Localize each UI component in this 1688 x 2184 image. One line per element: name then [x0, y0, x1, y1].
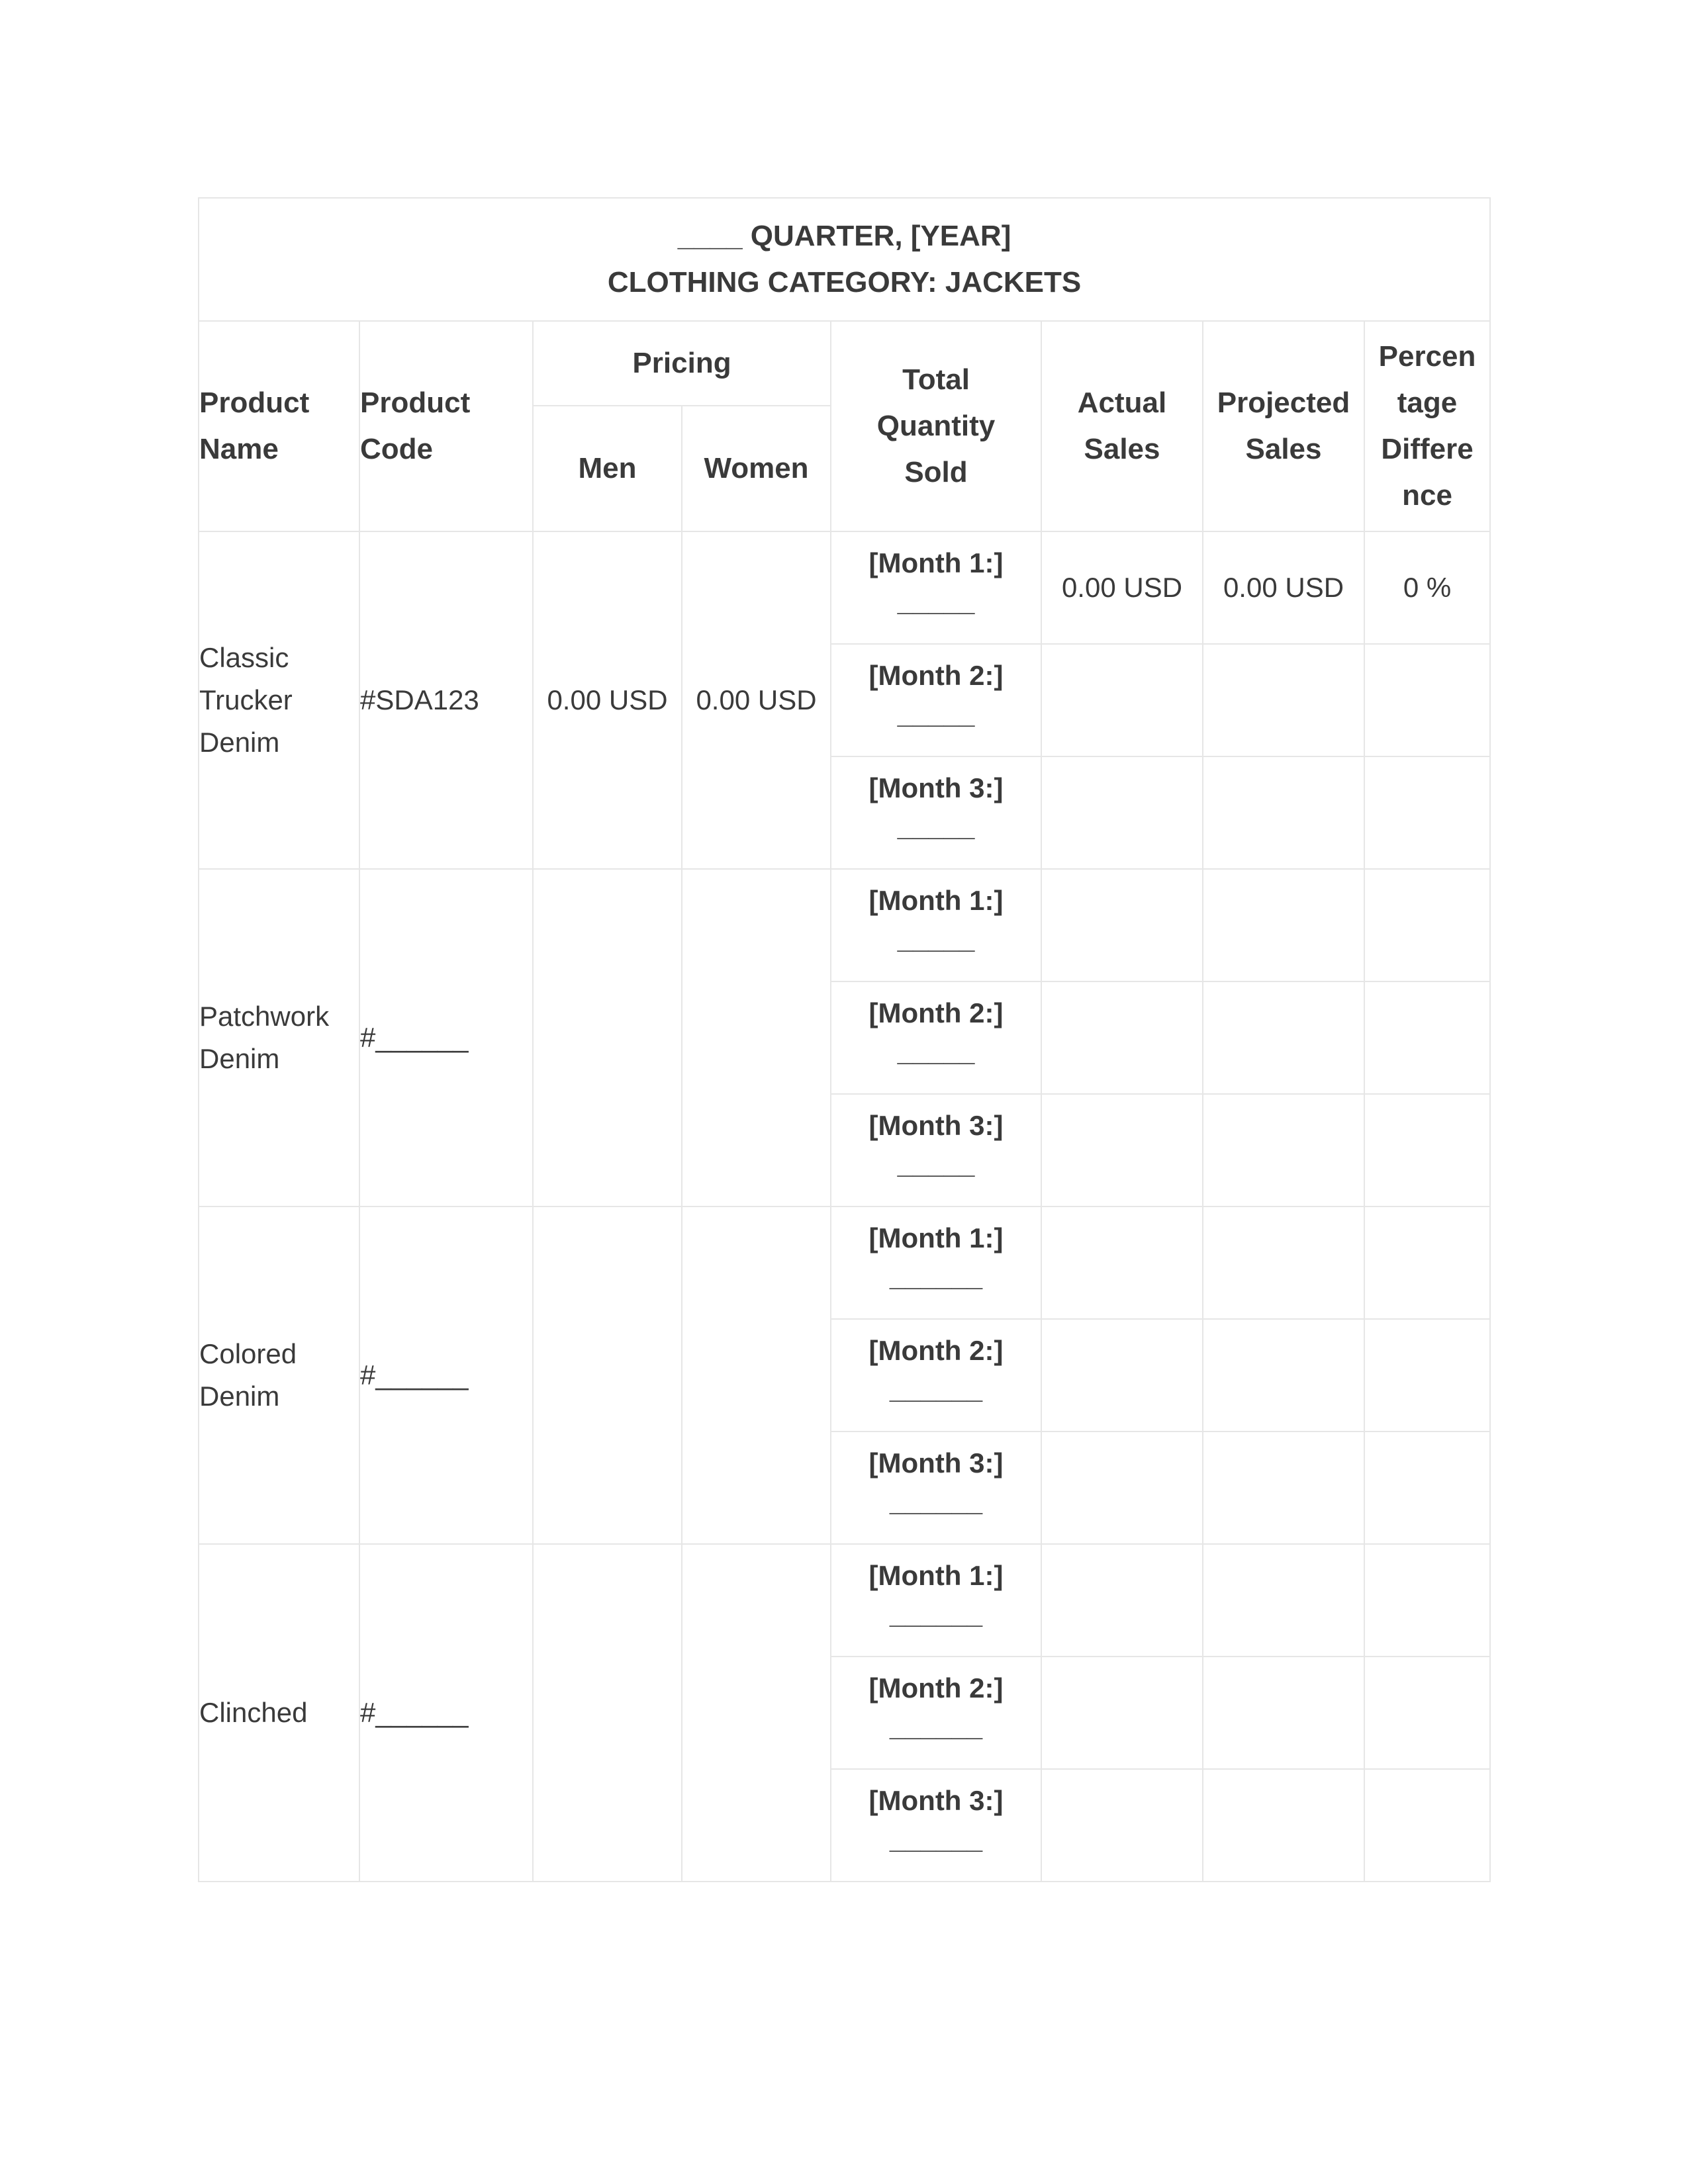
month-label: [Month 1:]: [868, 885, 1004, 916]
percentage-difference-cell: [1364, 1657, 1490, 1769]
actual-sales-cell: 0.00 USD: [1041, 531, 1203, 644]
month-quantity-cell: [831, 756, 1041, 869]
product-name-line: Denim: [199, 1043, 280, 1074]
quantity-blank: ______: [889, 1711, 983, 1742]
month-label: [Month 2:]: [868, 660, 1004, 691]
quantity-blank: _____: [897, 1036, 975, 1067]
header-men: Men: [533, 406, 682, 531]
product-name-cell: [199, 869, 359, 1206]
title-quarter-year: ____ QUARTER, [YEAR]: [677, 220, 1011, 252]
quantity-blank: _____: [897, 923, 975, 954]
projected-sales-cell: 0.00 USD: [1203, 531, 1364, 644]
percentage-difference-cell: [1364, 1769, 1490, 1882]
title-category: CLOTHING CATEGORY: JACKETS: [607, 266, 1082, 298]
product-name-cell: [199, 1544, 359, 1882]
month-label: [Month 3:]: [868, 772, 1004, 803]
sales-report-table: [198, 197, 1491, 1882]
month-label: [Month 3:]: [868, 1447, 1004, 1479]
projected-sales-cell: [1203, 756, 1364, 869]
header-percentage-difference: Percen tage Differe nce: [1364, 321, 1490, 531]
percentage-difference-cell: [1364, 644, 1490, 756]
header-product-code: Product Code: [359, 321, 533, 531]
product-name-line: Trucker: [199, 684, 293, 715]
header-projected-sales: Projected Sales: [1203, 321, 1364, 531]
product-name-line: Denim: [199, 1381, 280, 1412]
women-price-cell: [682, 1206, 831, 1544]
month-quantity-cell: [831, 1319, 1041, 1432]
table-row: [199, 869, 1490, 981]
men-price-cell: [533, 1206, 682, 1544]
actual-sales-cell: [1041, 1657, 1203, 1769]
month-quantity-cell: [831, 869, 1041, 981]
title-row: [199, 198, 1490, 321]
actual-sales-cell: [1041, 1432, 1203, 1544]
month-label: [Month 1:]: [868, 1560, 1004, 1591]
actual-sales-cell: [1041, 1094, 1203, 1206]
actual-sales-cell: [1041, 756, 1203, 869]
women-price-cell: [682, 869, 831, 1206]
quantity-blank: ______: [889, 1598, 983, 1629]
product-name-line: Clinched: [199, 1697, 308, 1728]
product-name-cell: [199, 1206, 359, 1544]
actual-sales-cell: [1041, 644, 1203, 756]
month-label: [Month 3:]: [868, 1785, 1004, 1816]
product-name-cell: [199, 531, 359, 869]
projected-sales-cell: [1203, 1094, 1364, 1206]
month-label: [Month 2:]: [868, 1335, 1004, 1366]
product-name-line: Denim: [199, 727, 280, 758]
quantity-blank: ______: [889, 1261, 983, 1292]
month-label: [Month 2:]: [868, 997, 1004, 1028]
table-row: [199, 531, 1490, 644]
quantity-blank: _____: [897, 811, 975, 842]
header-actual-sales: Actual Sales: [1041, 321, 1203, 531]
percentage-difference-cell: [1364, 1319, 1490, 1432]
quantity-blank: ______: [889, 1486, 983, 1517]
header-row-1: [199, 321, 1490, 406]
projected-sales-cell: [1203, 1319, 1364, 1432]
quantity-blank: ______: [889, 1373, 983, 1404]
projected-sales-cell: [1203, 1769, 1364, 1882]
quantity-blank: _____: [897, 1148, 975, 1179]
actual-sales-cell: [1041, 981, 1203, 1094]
month-quantity-cell: [831, 1769, 1041, 1882]
month-quantity-cell: [831, 1206, 1041, 1319]
projected-sales-cell: [1203, 1544, 1364, 1657]
product-name-line: Classic: [199, 642, 289, 673]
actual-sales-cell: [1041, 1319, 1203, 1432]
men-price-cell: [533, 1544, 682, 1882]
table-row: [199, 1544, 1490, 1657]
header-total-quantity-sold: Total Quantity Sold: [831, 321, 1041, 531]
report-title: [199, 198, 1490, 321]
men-price-cell: [533, 869, 682, 1206]
header-product-name: Product Name: [199, 321, 359, 531]
projected-sales-cell: [1203, 644, 1364, 756]
month-quantity-cell: [831, 644, 1041, 756]
percentage-difference-cell: [1364, 869, 1490, 981]
projected-sales-cell: [1203, 869, 1364, 981]
percentage-difference-cell: 0 %: [1364, 531, 1490, 644]
actual-sales-cell: [1041, 1544, 1203, 1657]
actual-sales-cell: [1041, 1769, 1203, 1882]
women-price-cell: 0.00 USD: [682, 531, 831, 869]
projected-sales-cell: [1203, 1657, 1364, 1769]
month-label: [Month 3:]: [868, 1110, 1004, 1141]
percentage-difference-cell: [1364, 1432, 1490, 1544]
month-quantity-cell: [831, 1657, 1041, 1769]
projected-sales-cell: [1203, 981, 1364, 1094]
men-price-cell: 0.00 USD: [533, 531, 682, 869]
product-code-cell: #SDA123: [359, 531, 533, 869]
percentage-difference-cell: [1364, 756, 1490, 869]
product-code-cell: #______: [359, 869, 533, 1206]
header-women: Women: [682, 406, 831, 531]
women-price-cell: [682, 1544, 831, 1882]
actual-sales-cell: [1041, 869, 1203, 981]
quantity-blank: _____: [897, 586, 975, 617]
month-label: [Month 1:]: [868, 547, 1004, 578]
month-quantity-cell: [831, 1544, 1041, 1657]
month-label: [Month 1:]: [868, 1222, 1004, 1253]
header-pricing: Pricing: [533, 321, 831, 406]
projected-sales-cell: [1203, 1206, 1364, 1319]
month-quantity-cell: [831, 1432, 1041, 1544]
month-quantity-cell: [831, 981, 1041, 1094]
percentage-difference-cell: [1364, 1206, 1490, 1319]
month-label: [Month 2:]: [868, 1672, 1004, 1704]
quantity-blank: _____: [897, 698, 975, 729]
projected-sales-cell: [1203, 1432, 1364, 1544]
month-quantity-cell: [831, 1094, 1041, 1206]
product-code-cell: #______: [359, 1544, 533, 1882]
quantity-blank: ______: [889, 1823, 983, 1854]
percentage-difference-cell: [1364, 1544, 1490, 1657]
product-name-line: Colored: [199, 1338, 297, 1369]
actual-sales-cell: [1041, 1206, 1203, 1319]
percentage-difference-cell: [1364, 981, 1490, 1094]
product-rows: [199, 531, 1490, 1882]
month-quantity-cell: [831, 531, 1041, 644]
percentage-difference-cell: [1364, 1094, 1490, 1206]
product-code-cell: #______: [359, 1206, 533, 1544]
product-name-line: Patchwork: [199, 1001, 330, 1032]
table-row: [199, 1206, 1490, 1319]
